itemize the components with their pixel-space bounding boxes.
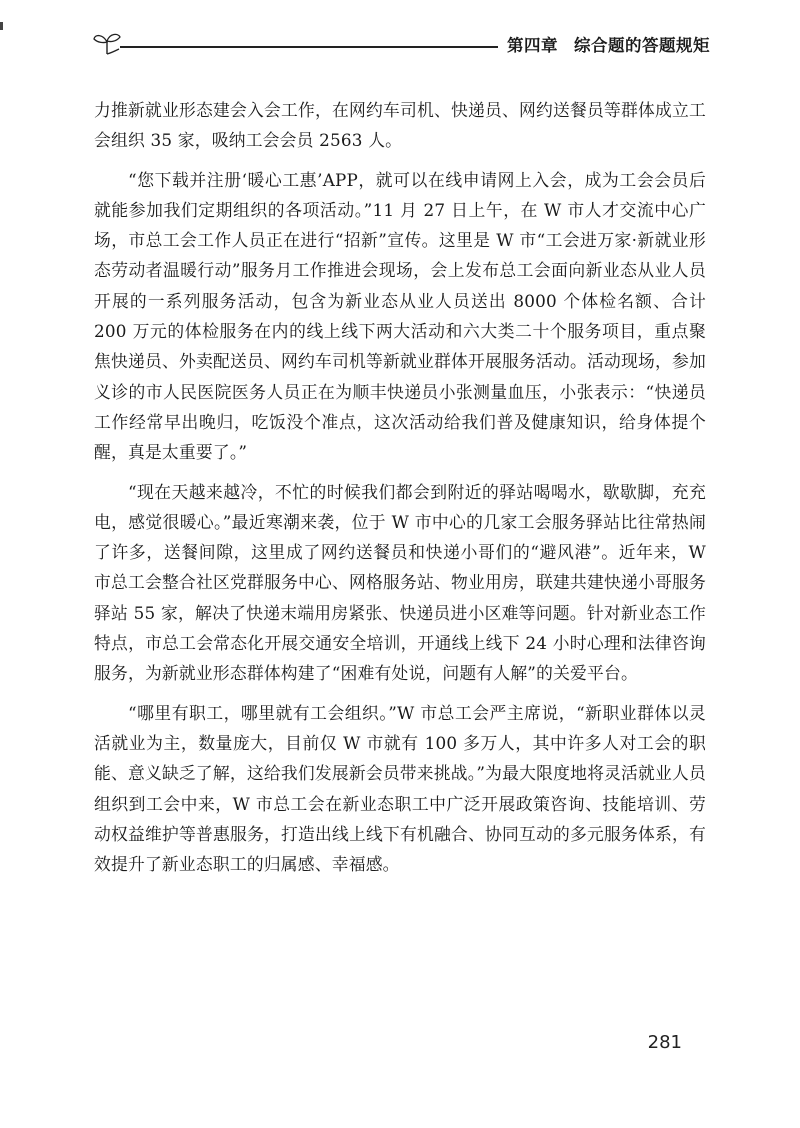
scan-edge-mark	[0, 22, 3, 30]
chapter-title: 综合题的答题规矩	[574, 36, 710, 55]
body-text	[94, 95, 706, 879]
paragraph-4: “哪里有职工，哪里就有工会组织。”W 市总工会严主席说，“新职业群体以灵活就业为主，数量庞大，目前仅 W 市就有 100 多万人，其中许多人对工会的职能、意义缺乏了解，这给我们发展新会员带来挑战。”为最大限度地将灵活就业人员组织到工会中来，W 市总工会在新业态职工中广泛开展政策咨询、技能培训、劳动权益维护等普惠服务，打造出线上线下有机融合、协同互动的多元服务体系，有效提升了新业态职工的归属感、幸福感。	[94, 702, 706, 875]
chapter-heading	[507, 32, 710, 56]
paragraph-1: 力推新就业形态建会入会工作，在网约车司机、快递员、网约送餐员等群体成立工会组织 35 家，吸纳工会会员 2563 人。	[94, 100, 706, 151]
sprout-icon	[92, 30, 122, 56]
paragraph-2: “您下载并注册‘暖心工惠’APP，就可以在线申请网上入会，成为工会会员后就能参加我们定期组织的各项活动。”11 月 27 日上午，在 W 市人才交流中心广场，市总工会工作人员正在进行“招新”宣传。这里是 W 市“工会进万家·新就业形态劳动者温暖行动”服务月工作推进会现场，会上发布总工会面向新业态从业人员开展的一系列服务活动，包含为新业态从业人员送出 8000 个体检名额、合计 200 万元的体检服务在内的线上线下两大活动和六大类二十个服务项目，重点聚焦快递员、外卖配送员、网约车司机等新就业群体开展服务活动。活动现场，参加义诊的市人民医院医务人员正在为顺丰快递员小张测量血压，小张表示：“快递员工作经常早出晚归，吃饭没个准点，这次活动给我们普及健康知识，给身体提个醒，真是太重要了。”	[94, 169, 706, 463]
running-header	[90, 28, 710, 62]
header-rule	[120, 46, 498, 48]
chapter-number: 第四章	[507, 36, 558, 55]
paragraph-3: “现在天越来越冷，不忙的时候我们都会到附近的驿站喝喝水，歇歇脚，充充电，感觉很暖心。”最近寒潮来袭，位于 W 市中心的几家工会服务驿站比往常热闹了许多，送餐间隙，这里成了网约送餐员和快递小哥们的“避风港”。近年来，W 市总工会整合社区党群服务中心、网格服务站、物业用房，联建共建快递小哥服务驿站 55 家，解决了快递末端用房紧张、快递员进小区难等问题。针对新业态工作特点，市总工会常态化开展交通安全培训，开通线上线下 24 小时心理和法律咨询服务，为新就业形态群体构建了“困难有处说，问题有人解”的关爱平台。	[94, 481, 706, 684]
page-number: 281	[647, 1032, 682, 1053]
